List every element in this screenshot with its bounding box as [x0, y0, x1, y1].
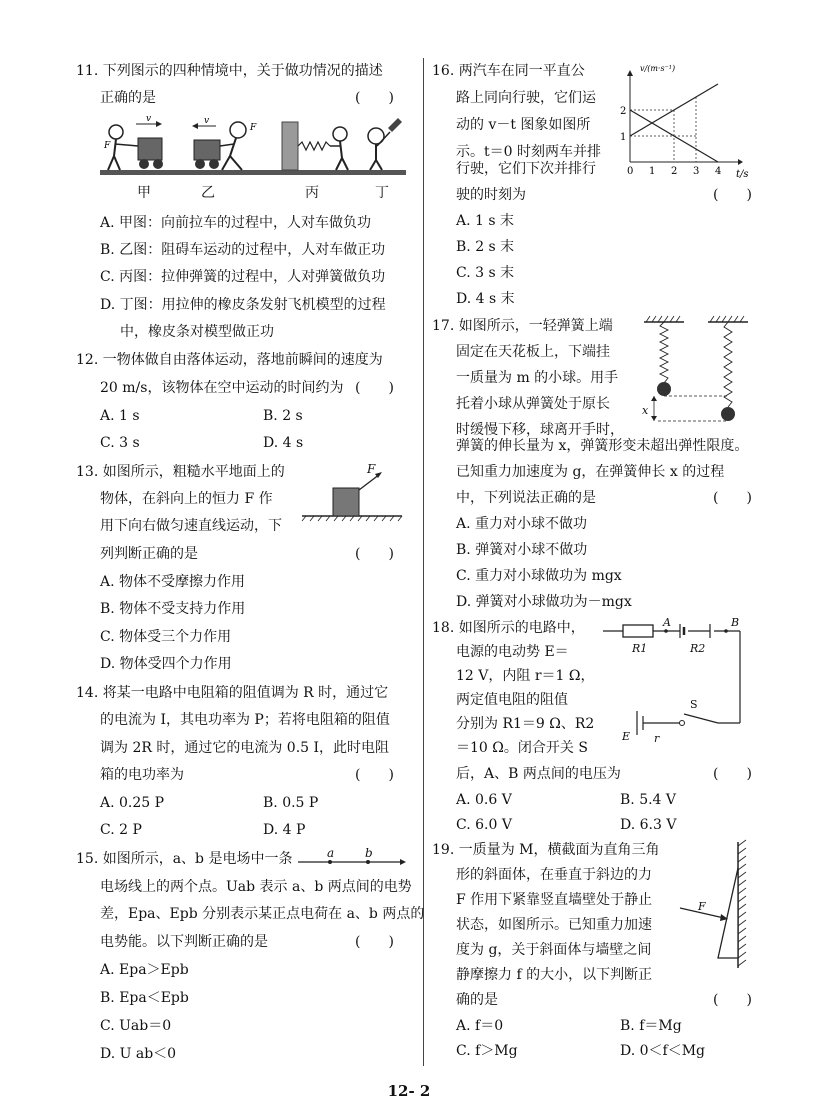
- q12-option-c[interactable]: C. 3 s: [100, 435, 140, 451]
- q19-stem-line-5: 度为 g，关于斜面体与墙壁之间: [456, 942, 652, 958]
- q11-figure-label-yi: 乙: [201, 185, 215, 201]
- q18-label-b: B: [731, 616, 740, 629]
- q13-stem-line-4: 列判断正确的是: [100, 546, 198, 562]
- q14-stem-line-1: 14. 将某一电路中电阻箱的阻值调为 R 时，通过它: [76, 685, 389, 701]
- q15-figure-label-b: b: [365, 846, 373, 860]
- svg-text:v: v: [204, 116, 210, 126]
- q16-option-d[interactable]: D. 4 s 末: [456, 291, 515, 307]
- q13-stem-line-2: 物体，在斜向上的恒力 F 作: [100, 491, 273, 507]
- q16-option-b[interactable]: B. 2 s 末: [456, 239, 515, 255]
- q18-stem-line-1: 18. 如图所示的电路中，: [432, 620, 585, 636]
- q18-label-r: r: [654, 732, 660, 745]
- q14-stem-line-4: 箱的电功率为: [100, 767, 184, 783]
- vt-x-axis-arrow: [738, 159, 743, 165]
- q13-option-a[interactable]: A. 物体不受摩擦力作用: [100, 574, 246, 590]
- q15-stem-line-2: 电场线上的两个点。Uab 表示 a、b 两点间的电势: [100, 879, 412, 895]
- q11-stem-line-2: 正确的是: [100, 90, 156, 106]
- q16-stem-line-2: 路上同向行驶，它们运: [456, 90, 596, 106]
- q12-answer-paren: ( ): [355, 380, 394, 396]
- q19-option-a[interactable]: A. f＝0: [456, 1018, 504, 1034]
- q17-stem-line-3: 一质量为 m 的小球。用手: [456, 370, 619, 386]
- q11-option-d-cont: 中，橡皮条对模型做正功: [120, 324, 274, 340]
- q11-fig-jia: [103, 114, 163, 170]
- vt-y-ticks: [620, 106, 626, 143]
- q16-vt-chart: [618, 62, 752, 178]
- q19-option-c[interactable]: C. f＞Mg: [456, 1043, 518, 1059]
- q17-option-a[interactable]: A. 重力对小球不做功: [456, 516, 588, 532]
- q17-option-b[interactable]: B. 弹簧对小球不做功: [456, 542, 588, 558]
- q19-stem-line-7: 确的是: [456, 992, 498, 1008]
- q16-stem-line-4: 示。t＝0 时刻两车并排: [456, 144, 601, 160]
- q15-option-a[interactable]: A. Epa＞Epb: [100, 962, 189, 978]
- q13-option-b[interactable]: B. 物体不受支持力作用: [100, 601, 246, 617]
- q18-option-a[interactable]: A. 0.6 V: [456, 792, 512, 808]
- q18-label-r1: R1: [632, 642, 648, 655]
- q15-option-b[interactable]: B. Epa＜Epb: [100, 990, 189, 1006]
- q18-option-d[interactable]: D. 6.3 V: [620, 817, 677, 833]
- q16-answer-paren: ( ): [713, 187, 752, 203]
- q16-option-c[interactable]: C. 3 s 末: [456, 265, 515, 281]
- q18-label-a: A: [663, 616, 671, 629]
- q12-stem-line-1: 12. 一物体做自由落体运动，落地前瞬间的速度为: [76, 352, 383, 368]
- q11-fig-yi: [192, 116, 257, 170]
- q11-option-c[interactable]: C. 丙图：拉伸弹簧的过程中，人对弹簧做负功: [100, 269, 386, 285]
- q14-option-c[interactable]: C. 2 P: [100, 822, 142, 838]
- q15-stem-line-3: 差，Epa、Epb 分别表示某正点电荷在 a、b 两点的: [100, 906, 425, 922]
- q17-option-d[interactable]: D. 弹簧对小球做功为－mgx: [456, 594, 632, 610]
- q16-stem-line-6: 驶的时刻为: [456, 187, 526, 203]
- q16-option-a[interactable]: A. 1 s 末: [456, 213, 515, 229]
- q15-figure: [296, 850, 408, 870]
- q14-option-d[interactable]: D. 4 P: [263, 822, 306, 838]
- q19-figure-label-f: F: [698, 900, 706, 913]
- q14-stem-line-2: 的电流为 I，其电功率为 P；若将电阻箱的阻值: [100, 712, 390, 728]
- vt-x-ticks: [627, 166, 721, 177]
- q15-stem-line-1: 15. 如图所示，a、b 是电场中一条: [76, 851, 293, 867]
- q12-option-b[interactable]: B. 2 s: [263, 408, 303, 424]
- q14-stem-line-3: 调为 2R 时，通过它的电流为 0.5 I，此时电阻: [100, 740, 390, 756]
- q19-option-d[interactable]: D. 0＜f＜Mg: [620, 1043, 706, 1059]
- q11-answer-paren: ( ): [355, 90, 394, 106]
- vt-y-tick-label: 2: [620, 106, 627, 117]
- q18-stem-line-2: 电源的电动势 E＝: [456, 644, 569, 660]
- q11-fig-bing: [282, 122, 348, 170]
- q11-figure-label-bing: 丙: [305, 185, 319, 201]
- svg-text:v: v: [146, 114, 152, 124]
- q19-answer-paren: ( ): [713, 992, 752, 1008]
- svg-text:F: F: [250, 123, 257, 133]
- q19-stem-line-6: 静摩擦力 f 的大小，以下判断正: [456, 967, 653, 983]
- q15-figure-label-a: a: [327, 846, 335, 860]
- q18-stem-line-3: 12 V，内阻 r＝1 Ω，: [456, 668, 595, 684]
- q17-stem-line-2: 固定在天花板上，下端挂: [456, 344, 610, 360]
- q17-stem-line-8: 中，下列说法正确的是: [456, 490, 596, 506]
- vt-x-tick-label: 4: [715, 166, 722, 177]
- q17-spring-figure: [640, 313, 760, 427]
- vt-axes: [627, 70, 743, 165]
- q18-label-s: S: [690, 698, 698, 711]
- page-number: 12- 2: [387, 1082, 431, 1100]
- q13-option-d[interactable]: D. 物体受四个力作用: [100, 656, 232, 672]
- q19-stem-line-1: 19. 一质量为 M，横截面为直角三角: [432, 842, 660, 858]
- q13-figure: [300, 460, 404, 522]
- q14-option-a[interactable]: A. 0.25 P: [100, 795, 165, 811]
- q11-fig-ding: [368, 118, 402, 170]
- q11-stem-line-1: 11. 下列图示的四种情境中，关于做功情况的描述: [76, 63, 383, 79]
- q18-option-b[interactable]: B. 5.4 V: [620, 792, 677, 808]
- vt-x-tick-label: 3: [693, 166, 700, 177]
- vt-y-axis-label: v/(m·s⁻¹): [640, 64, 676, 73]
- q13-answer-paren: ( ): [355, 546, 394, 562]
- q19-option-b[interactable]: B. f＝Mg: [620, 1018, 682, 1034]
- vt-x-tick-label: 1: [649, 166, 656, 177]
- q18-label-r2: R2: [690, 642, 706, 655]
- q13-option-c[interactable]: C. 物体受三个力作用: [100, 629, 232, 645]
- q15-stem-line-4: 电势能。以下判断正确的是: [100, 934, 268, 950]
- vt-y-tick-label: 1: [620, 132, 627, 143]
- q13-stem-line-1: 13. 如图所示，粗糙水平地面上的: [76, 464, 285, 480]
- vt-y-axis-arrow: [627, 70, 633, 76]
- q12-option-a[interactable]: A. 1 s: [100, 408, 140, 424]
- q16-stem-line-3: 动的 v－t 图象如图所: [456, 117, 591, 133]
- q13-figure-label-f: F: [367, 462, 376, 476]
- vt-x-tick-label: 0: [627, 166, 634, 177]
- q18-stem-line-5: 分别为 R1＝9 Ω、R2: [456, 716, 595, 732]
- q16-stem-line-1: 16. 两汽车在同一平直公: [432, 63, 585, 79]
- q17-stem-line-4: 托着小球从弹簧处于原长: [456, 396, 610, 412]
- q14-option-b[interactable]: B. 0.5 P: [263, 795, 319, 811]
- q17-figure-label-x: x: [642, 404, 649, 417]
- q18-label-e: E: [622, 730, 631, 743]
- q18-stem-line-6: ＝10 Ω。闭合开关 S: [456, 740, 588, 756]
- q11-figure-label-jia: 甲: [137, 185, 151, 201]
- q12-stem-line-2: 20 m/s，该物体在空中运动的时间约为: [100, 380, 344, 396]
- vt-x-tick-label: 2: [671, 166, 678, 177]
- q11-option-b[interactable]: B. 乙图：阻碍车运动的过程中，人对车做正功: [100, 242, 386, 258]
- q18-stem-line-4: 两定值电阻的阻值: [456, 692, 568, 708]
- q15-option-d[interactable]: D. U ab＜0: [100, 1046, 177, 1062]
- q17-stem-line-1: 17. 如图所示，一轻弹簧上端: [432, 318, 613, 334]
- q18-circuit-figure: [598, 616, 748, 736]
- q14-answer-paren: ( ): [355, 767, 394, 783]
- q15-option-c[interactable]: C. Uab＝0: [100, 1018, 172, 1034]
- q17-stem-line-6: 弹簧的伸长量为 x，弹簧形变未超出弹性限度。: [456, 438, 749, 454]
- q19-stem-line-2: 形的斜面体，在垂直于斜边的力: [456, 867, 652, 883]
- q16-stem-line-5: 行驶，它们下次并排行: [456, 161, 596, 177]
- q15-answer-paren: ( ): [355, 934, 394, 950]
- q11-figure-label-ding: 丁: [375, 185, 389, 201]
- q13-stem-line-3: 用下向右做匀速直线运动，下: [100, 518, 282, 534]
- q11-option-a[interactable]: A. 甲图：向前拉车的过程中，人对车做负功: [100, 215, 372, 231]
- q17-answer-paren: ( ): [713, 490, 752, 506]
- vt-x-axis-label: t/s: [736, 169, 749, 178]
- q17-stem-line-5: 时缓慢下移，球离开手时，: [456, 422, 624, 438]
- q18-answer-paren: ( ): [713, 766, 752, 782]
- q12-option-d[interactable]: D. 4 s: [263, 435, 304, 451]
- q18-stem-line-7: 后，A、B 两点间的电压为: [456, 766, 621, 782]
- q19-stem-line-4: 状态，如图所示。已知重力加速: [456, 917, 652, 933]
- q19-stem-line-3: F 作用下紧靠竖直墙壁处于静止: [456, 892, 653, 908]
- q11-option-d[interactable]: D. 丁图：用拉伸的橡皮条发射飞机模型的过程: [100, 297, 386, 313]
- q17-stem-line-7: 已知重力加速度为 g，在弹簧伸长 x 的过程: [456, 464, 725, 480]
- q19-wall-figure: [672, 838, 752, 972]
- q18-option-c[interactable]: C. 6.0 V: [456, 817, 512, 833]
- svg-text:F: F: [104, 141, 111, 151]
- q17-option-c[interactable]: C. 重力对小球做功为 mgx: [456, 568, 622, 584]
